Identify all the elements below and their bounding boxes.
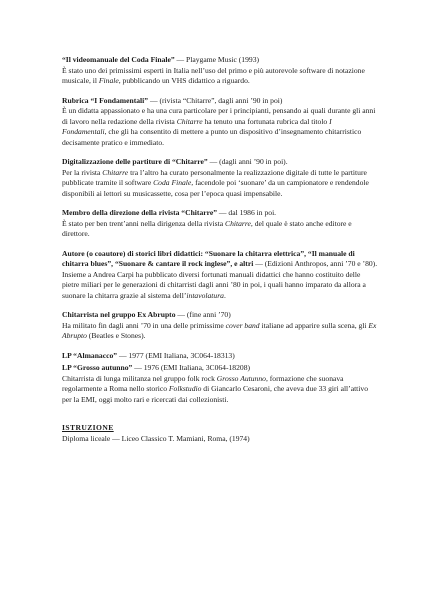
education-line: Diploma liceale — Liceo Classico T. Mamiani, Roma, (1974): [62, 433, 250, 443]
entry-digitalizzazione: [62, 157, 378, 199]
entry-heading: LP “Grosso autunno” — 1976 (EMI Italiana, 3C064-18208): [62, 363, 251, 372]
entry-heading: Chitarrista nel gruppo Ex Abrupto — (fine anni ’70): [62, 310, 231, 319]
entry-videomanuale: [62, 55, 378, 87]
entry-lp-grosso-autunno: [62, 363, 378, 405]
entry-libri-didattici: [62, 249, 378, 302]
entry-direzione: [62, 208, 378, 240]
entry-text: Chitarrista di lunga militanza nel gruppo folk rock Grosso Autunno, formazione che suonava regolarmente a Roma nello storico Folkstudio di Giancarlo Cesaroni, che aveva due 33 giri all’attivo per la EMI, oggi molto rari e ricercati dai collezionisti.: [62, 373, 368, 404]
entry-heading: LP “Almanacco” — 1977 (EMI Italiana, 3C064-18313): [62, 350, 235, 360]
section-heading-istruzione: ISTRUZIONE: [62, 423, 114, 432]
entry-fondamentali: [62, 96, 378, 149]
document-page: [62, 55, 378, 444]
entry-lp-almanacco: [62, 351, 378, 362]
entry-text: Per la rivista Chitarre tra l’altro ha curato personalmente la realizzazione digitale di tutte le partiture pubblicate tramite il software Coda Finale, facendole poi ‘suonare’ da un campionatore e rendendole disponibili ai lettori su musicassette, cosa per l’epoca quasi impensabile.: [62, 167, 369, 198]
entry-heading: Membro della direzione della rivista “Chitarre” — dal 1986 in poi.: [62, 208, 277, 217]
entry-text: Insieme a Andrea Carpi ha pubblicato diversi fortunati manuali didattici che hanno costituito delle pietre miliari per le generazioni di chitarristi dagli anni ’80 in poi, i quali hanno imparato da allora a suonare la chitarra grazie al sistema dell’intavolatura.: [62, 269, 366, 300]
entry-heading: “Il videomanuale del Coda Finale” — Playgame Music (1993): [62, 55, 260, 64]
entry-heading: Autore (o coautore) di storici libri didattici: “Suonare la chitarra elettrica”, “Il manuale di chitarra blues”, “Suonare & cantare il rock inglese”, e altri — (Edizioni Anthropos, anni ’70 e ’80).: [62, 248, 378, 268]
entry-text: È stato per ben trent’anni nella dirigenza della rivista Chitarre, del quale è stato anche editore e direttore.: [62, 218, 352, 238]
entry-heading: Rubrica “I Fondamentali” — (rivista “Chitarre”, dagli anni ’90 in poi): [62, 95, 283, 105]
entry-text: È un didatta appassionato e ha una cura particolare per i principianti, pensando ai quali durante gli anni di lavoro nella redazione della rivista Chitarre ha tenuto una fortunata rubrica dal titolo I Fondamentali, che gli ha consentito di mettere a punto un dispositivo d’insegnamento chitarristico decisamente pratico e immediato.: [62, 106, 376, 147]
entry-heading: Digitalizzazione delle partiture di “Chitarre” — (dagli anni ’90 in poi).: [62, 157, 288, 166]
entry-text: Ha militato fin dagli anni ’70 in una delle primissime cover band italiane ad apparire sulla scena, gli Ex Abrupto (Beatles e Stones).: [62, 320, 377, 340]
entry-ex-abrupto: [62, 310, 378, 342]
entry-text: È stato uno dei primissimi esperti in Italia nell’uso del primo e più autorevole software di notazione musicale, il Finale, pubblicando un VHS didattico a riguardo.: [62, 65, 365, 85]
